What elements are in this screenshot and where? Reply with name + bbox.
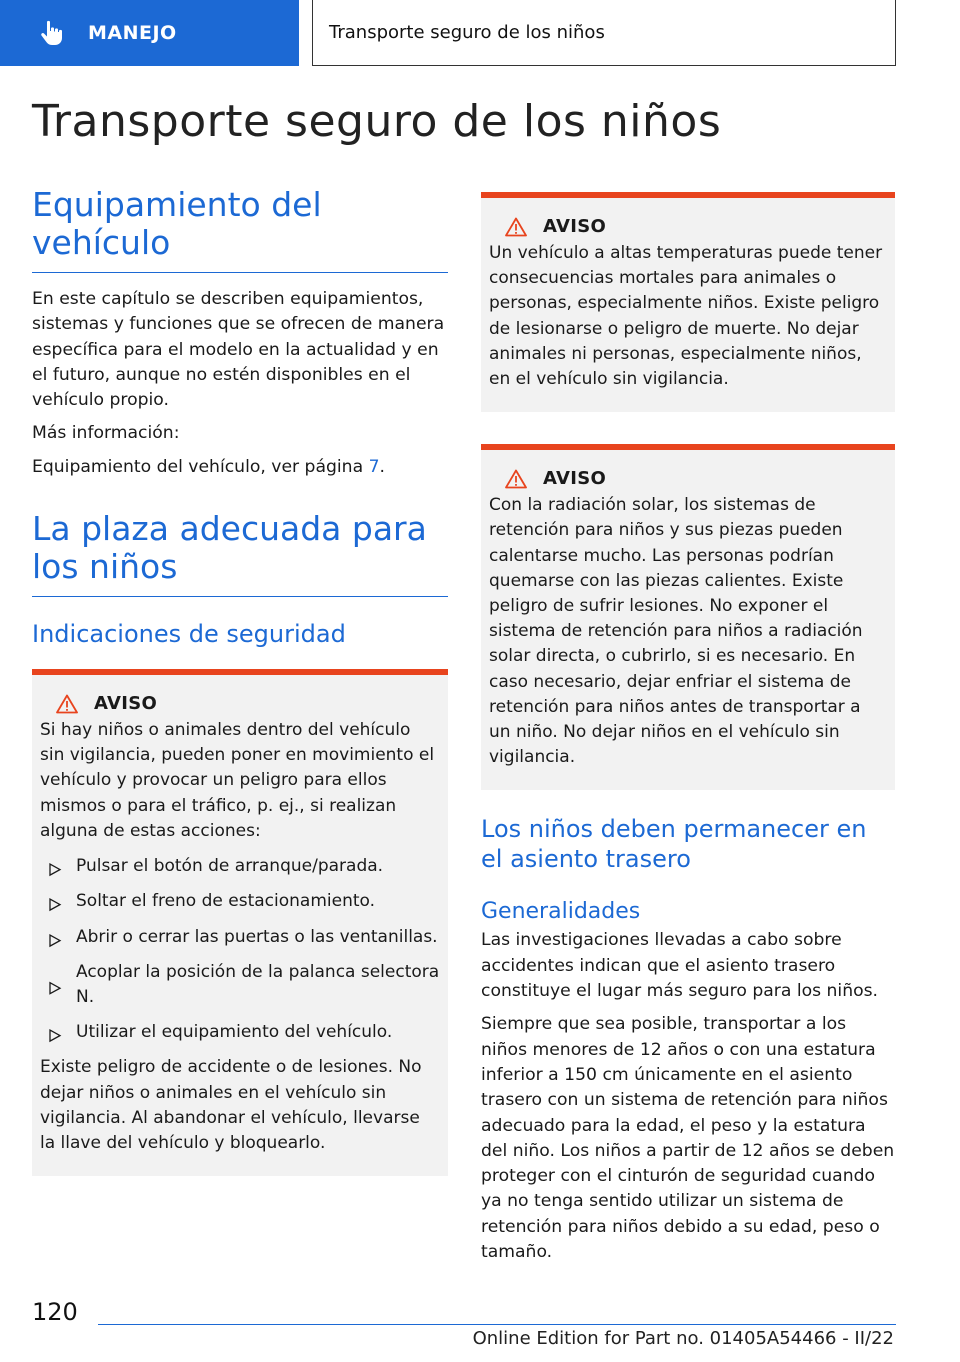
- warning-box-2: [481, 192, 895, 412]
- warning-box-3: [481, 444, 895, 790]
- page-title: Transporte seguro de los niños: [32, 96, 722, 147]
- section-label: MANEJO: [88, 22, 177, 44]
- chapter-title: Transporte seguro de los niños: [329, 22, 605, 43]
- heading-general: Generalidades: [481, 899, 641, 925]
- list-item: Pulsar el botón de arranque/parada.: [40, 854, 440, 879]
- triangle-bullet-icon: [48, 966, 62, 1010]
- footer-divider: [98, 1324, 896, 1325]
- right-column: [481, 192, 895, 1265]
- page-link[interactable]: 7: [368, 456, 380, 477]
- left-column: [32, 186, 448, 1176]
- paragraph-reference: [32, 455, 448, 480]
- page-number: 120: [32, 1298, 78, 1326]
- warning-triangle-icon: [505, 469, 527, 489]
- warning-intro: Si hay niños o animales dentro del vehículo sin vigilancia, pueden poner en movimiento el vehículo y provocar un peligro para ellos mismos o para el tráfico, p. ej., si realizan alguna de estas acciones:: [40, 720, 435, 841]
- paragraph-equipment: En este capítulo se describen equipamientos, sistemas y funciones que se ofrecen de manera específica para el modelo en la actualidad y en el futuro, aunque no estén disponibles en el vehículo propio.: [32, 289, 445, 411]
- reference-end: .: [379, 456, 385, 477]
- heading-safety: Indicaciones de seguridad: [32, 620, 346, 649]
- warning-outro: Existe peligro de accidente o de lesiones. No dejar niños o animales en el vehículo sin vigilancia. Al abandonar el vehículo, llevarse la llave del vehículo y bloquearlo.: [40, 1057, 422, 1153]
- warning-text: Con la radiación solar, los sistemas de retención para niños y sus piezas pueden calentarse mucho. Las personas podrían quemarse con las piezas calientes. Existe peligro de sufrir lesiones. No exponer el sistema de retención para niños a radiación solar directa, o cubrirlo, si es necesario. En caso necesario, dejar enfriar el sistema de retención para niños antes de transportar a un niño. No dejar niños en el vehículo sin vigilancia.: [489, 495, 863, 768]
- warning-header: [489, 216, 887, 237]
- paragraph-general-2: Siempre que sea posible, transportar a los niños menores de 12 años o con una estatura inferior a 150 cm únicamente en el asiento trasero con un sistema de retención para niños adecuado para la edad, el peso y la estatura del niño. Los niños a partir de 12 años se deben proteger con el cinturón de seguridad cuando ya no tenga sentido utilizar un sistema de retención para niños debido a su edad, peso o tamaño.: [481, 1014, 895, 1263]
- heading-seat: La plaza adecuada para los niños: [32, 510, 448, 597]
- hand-pointer-icon: [38, 19, 66, 47]
- footer-edition: Online Edition for Part no. 01405A54466 - II/22: [472, 1328, 894, 1349]
- warning-text: Un vehículo a altas temperaturas puede tener consecuencias mortales para animales o personas, especialmente niños. Existe peligro de lesionarse o peligro de muerte. No dejar animales ni personas, especialmente niños, en el vehículo sin vigilancia.: [489, 243, 883, 390]
- reference-text: Equipamiento del vehículo, ver página: [32, 456, 369, 477]
- warning-box-1: [32, 669, 448, 1176]
- triangle-bullet-icon: [48, 931, 62, 950]
- list-item: Abrir o cerrar las puertas o las ventanillas.: [40, 925, 440, 950]
- list-item: Utilizar el equipamiento del vehículo.: [40, 1020, 440, 1045]
- section-tab: [0, 0, 299, 66]
- warning-title: AVISO: [94, 693, 158, 715]
- list-item: Soltar el freno de estacionamiento.: [40, 889, 440, 914]
- paragraph-general-1: Las investigaciones llevadas a cabo sobre accidentes indican que el asiento trasero constituye el lugar más seguro para los niños.: [481, 930, 879, 1002]
- warning-triangle-icon: [56, 694, 78, 714]
- warning-list: [40, 854, 440, 1045]
- chapter-title-box: [312, 0, 896, 66]
- warning-triangle-icon: [505, 217, 527, 237]
- list-item: Acoplar la posición de la palanca selectora N.: [40, 960, 440, 1010]
- heading-rear-seat: Los niños deben permanecer en el asiento trasero: [481, 815, 867, 874]
- warning-title: AVISO: [543, 216, 607, 237]
- heading-equipment: Equipamiento del vehículo: [32, 186, 448, 273]
- warning-header: [489, 468, 887, 489]
- triangle-bullet-icon: [48, 860, 62, 879]
- triangle-bullet-icon: [48, 895, 62, 914]
- warning-title: AVISO: [543, 468, 607, 490]
- page-header: [0, 0, 960, 66]
- triangle-bullet-icon: [48, 1026, 62, 1045]
- warning-header: [40, 693, 440, 714]
- paragraph-more-info: Más información:: [32, 423, 180, 444]
